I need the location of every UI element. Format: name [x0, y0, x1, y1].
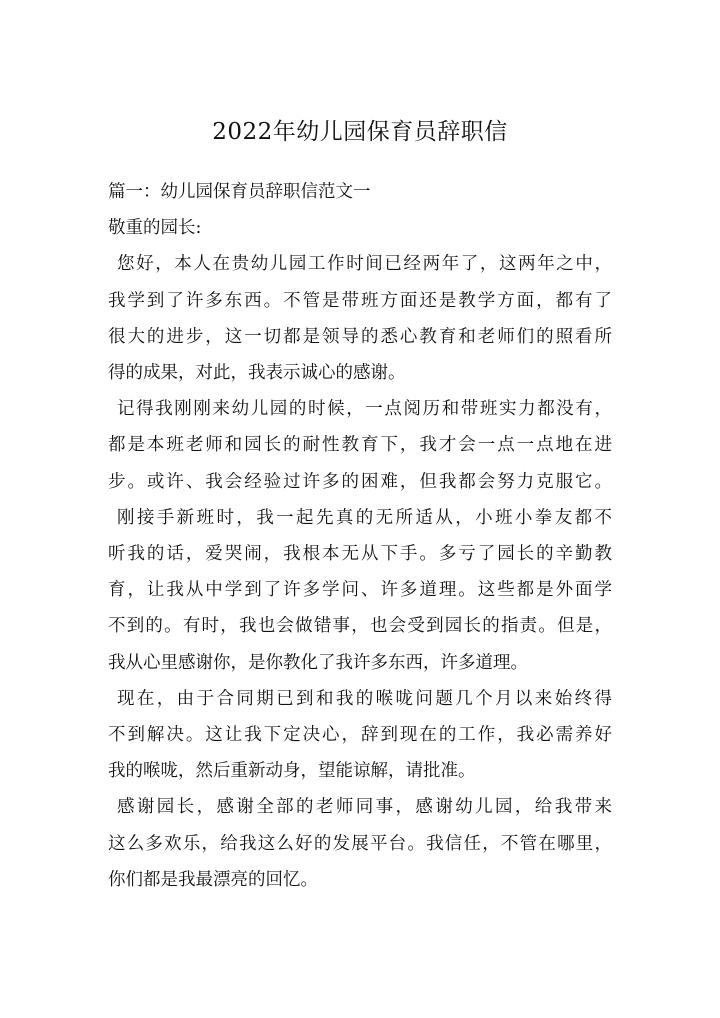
- paragraph-line: 不到的。有时，我也会做错事，也会受到园长的指责。但是，: [108, 616, 612, 637]
- paragraph-line: 很大的进步，这一切都是领导的悉心教育和老师们的照看所: [108, 326, 612, 347]
- document-title: 2022年幼儿园保育员辞职信: [212, 119, 508, 145]
- paragraph-line: 这么多欢乐，给我这么好的发展平台。我信任，不管在哪里，: [108, 833, 612, 854]
- paragraph-line: 我学到了许多东西。不管是带班方面还是教学方面，都有了: [108, 290, 612, 311]
- paragraph-line: 刚接手新班时，我一起先真的无所适从，小班小拳友都不: [117, 507, 612, 528]
- salutation: 敬重的园长:: [108, 218, 202, 239]
- paragraph-line: 得的成果，对此，我表示诚心的感谢。: [108, 363, 406, 384]
- paragraph-line: 我的喉咙，然后重新动身，望能谅解，请批准。: [108, 761, 476, 782]
- paragraph-line: 都是本班老师和园长的耐性教育下，我才会一点一点地在进: [108, 435, 612, 456]
- document-body: [108, 174, 612, 898]
- paragraph-line: 听我的话，爱哭闹，我根本无从下手。多亏了园长的辛勤教: [108, 544, 612, 565]
- paragraph-line: 育，让我从中学到了许多学问、许多道理。这些都是外面学: [108, 580, 612, 601]
- paragraph-line: 感谢园长，感谢全部的老师同事，感谢幼儿园，给我带来: [117, 797, 612, 818]
- paragraph-line: 您好，本人在贵幼儿园工作时间已经两年了，这两年之中，: [117, 254, 612, 275]
- paragraph-line: 步。或许、我会经验过许多的困难，但我都会努力克服它。: [108, 471, 612, 492]
- paragraph-line: 记得我刚刚来幼儿园的时候，一点阅历和带班实力都没有，: [117, 399, 612, 420]
- section-heading: 篇一：幼儿园保育员辞职信范文一: [108, 182, 371, 202]
- paragraph-line: 现在，由于合同期已到和我的喉咙问题几个月以来始终得: [117, 688, 612, 709]
- paragraph-line: 你们都是我最漂亮的回忆。: [108, 869, 318, 890]
- paragraph-line: 不到解决。这让我下定决心，辞到现在的工作，我必需养好: [108, 725, 612, 746]
- paragraph-line: 我从心里感谢你，是你教化了我许多东西，许多道理。: [108, 652, 528, 673]
